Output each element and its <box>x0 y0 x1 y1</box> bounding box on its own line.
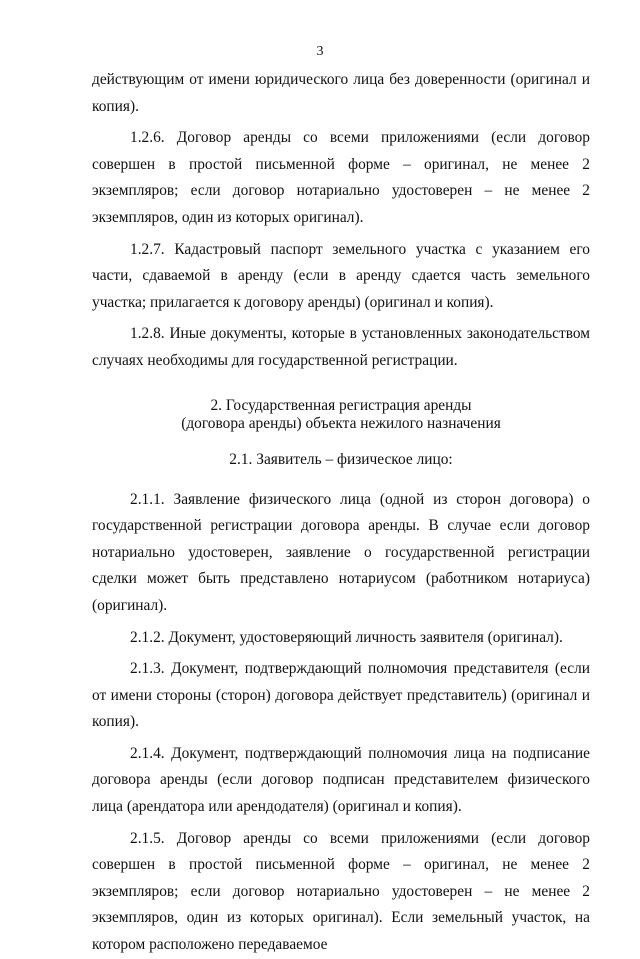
paragraph-continuation: действующим от имени юридического лица без доверенности (оригинал и копия). <box>92 71 590 115</box>
section-heading-line-2: (договора аренды) объекта нежилого назначения <box>181 414 501 432</box>
section-heading-line-1: 2. Государственная регистрация аренды <box>210 396 472 414</box>
paragraph-2-1-5: 2.1.5. Договор аренды со всеми приложениями (если договор совершен в простой письменной форме – оригинал, не менее 2 экземпляров; если договор нотариально удостоверен – не менее 2 экземпляров, один из которых оригинал). Если земельный участок, на котором расположено передаваемое <box>92 829 590 954</box>
subsection-heading: 2.1. Заявитель – физическое лицо: <box>229 450 453 468</box>
paragraph-2-1-3: 2.1.3. Документ, подтверждающий полномочия представителя (если от имени стороны (сторон) договора действует представитель) (оригинал и копия). <box>92 660 590 731</box>
page-number: 3 <box>316 44 324 59</box>
document-body <box>92 67 590 959</box>
paragraph-2-1-2: 2.1.2. Документ, удостоверяющий личность заявителя (оригинал). <box>130 628 563 646</box>
paragraph-1-2-7: 1.2.7. Кадастровый паспорт земельного участка с указанием его части, сдаваемой в аренду (если в аренду сдается часть земельного участка; прилагается к договору аренды) (оригинал и копия). <box>92 240 590 311</box>
paragraph-2-1-1: 2.1.1. Заявление физического лица (одной из сторон договора) о государственной регистрации договора аренды. В случае если договор нотариально удостоверен, заявление о государственной регистрации сделки может быть представлено нотариусом (работником нотариуса) (оригинал). <box>92 490 590 614</box>
paragraph-2-1-4: 2.1.4. Документ, подтверждающий полномочия лица на подписание договора аренды (если договор подписан представителем физического лица (арендатора или арендодателя) (оригинал и копия). <box>92 744 590 816</box>
paragraph-1-2-8: 1.2.8. Иные документы, которые в установленных законодательством случаях необходимы для государственной регистрации. <box>92 325 590 369</box>
paragraph-1-2-6: 1.2.6. Договор аренды со всеми приложениями (если договор совершен в простой письменной форме – оригинал, не менее 2 экземпляров; если договор нотариально удостоверен – не менее 2 экземпляров, один из которых оригинал). <box>92 129 590 226</box>
section-heading <box>92 397 590 433</box>
